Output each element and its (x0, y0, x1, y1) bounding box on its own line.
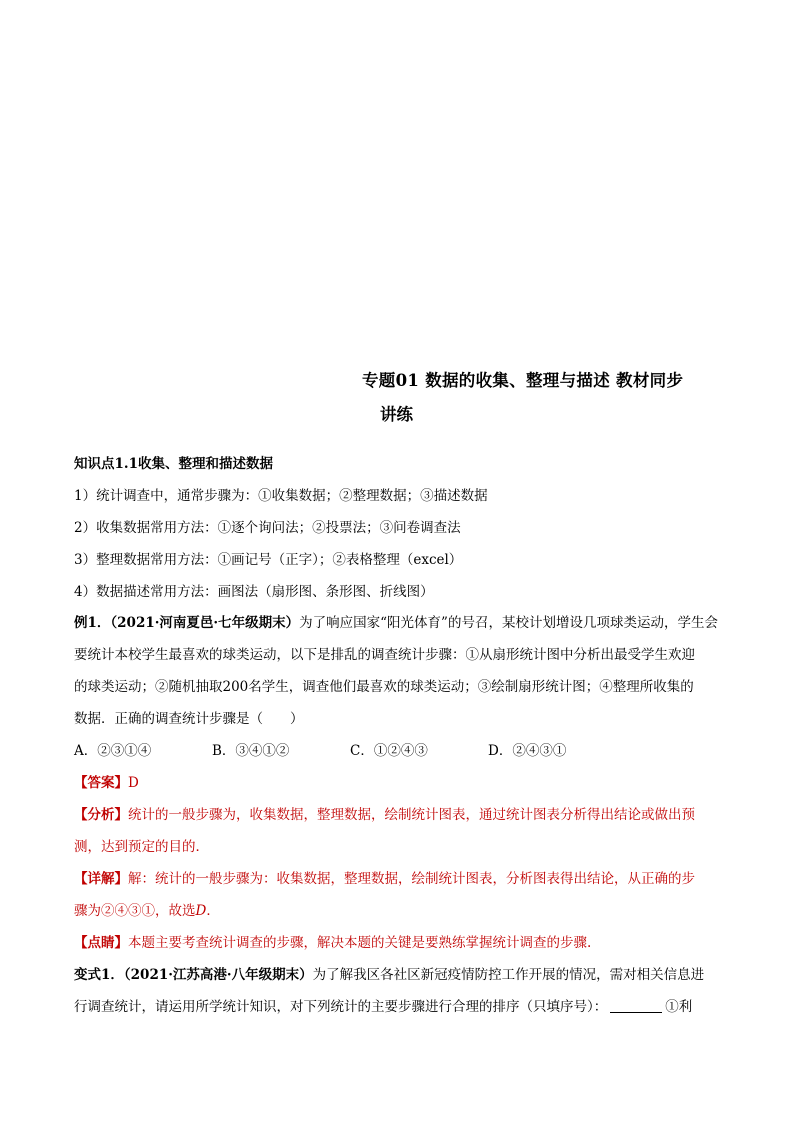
example-1-line: 要统计本校学生最喜欢的球类运动，以下是排乱的调查统计步骤：①从扇形统计图中分析出最受学生欢迎 (74, 647, 695, 663)
comment-text: 本题主要考查统计调查的步骤，解决本题的关键是要熟练掌握统计调查的步骤. (128, 935, 592, 951)
example-1-line: 的球类运动；②随机抽取200名学生，调查他们最喜欢的球类运动；③绘制扇形统计图；④整理所收集的 (74, 679, 694, 695)
answer-blank[interactable] (610, 998, 662, 1013)
example-1-line: 数据．正确的调查统计步骤是（ ） (74, 711, 304, 727)
option-a: A．②③①④ (74, 743, 152, 759)
example-1-source: （2021·河南夏邑·七年级期末） (110, 615, 300, 631)
example-1-options (74, 739, 626, 759)
variant-1-text: 为了解我区各社区新冠疫情防控工作开展的情况，需对相关信息进 (312, 967, 705, 983)
variant-1-text: 行调查统计，请运用所学统计知识，对下列统计的主要步骤进行合理的排序（只填序号）： (74, 999, 608, 1015)
example-1-line (74, 611, 718, 631)
detail-line (74, 899, 220, 919)
variant-1-label: 变式1． (74, 967, 124, 983)
knowledge-item: 2）收集数据常用方法：①逐个询问法；②投票法；③问卷调查法 (74, 520, 461, 536)
page-title: 专题01 数据的收集、整理与描述 教材同步 (362, 371, 684, 390)
option-d: D．②④③① (488, 743, 567, 759)
knowledge-item: 4）数据描述常用方法：画图法（扇形图、条形图、折线图） (74, 584, 434, 600)
page-title-continued: 讲练 (380, 405, 413, 424)
detail-tag: 【详解】 (74, 871, 128, 887)
analysis-tag: 【分析】 (74, 807, 128, 823)
analysis-text: 统计的一般步骤为，收集数据，整理数据，绘制统计图表，通过统计图表分析得出结论或做出预 (128, 807, 695, 823)
example-1-label: 例1． (74, 615, 111, 631)
variant-1-line (74, 995, 692, 1015)
knowledge-item: 3）整理数据常用方法：①画记号（正字）；②表格整理（excel） (74, 552, 463, 568)
example-1-text: 为了响应国家“阳光体育”的号召，某校计划增设几项球类运动，学生会 (299, 615, 718, 631)
answer-tag: 【答案】 (74, 775, 128, 791)
answer-text: D (128, 775, 139, 791)
comment-line (74, 931, 591, 951)
variant-1-source: （2021·江苏高港·八年级期末） (123, 967, 313, 983)
analysis-line (74, 803, 695, 823)
analysis-line: 测，达到预定的目的． (74, 839, 209, 855)
detail-line (74, 867, 695, 887)
answer-line (74, 771, 139, 791)
detail-text: 解：统计的一般步骤为：收集数据，整理数据，绘制统计图表，分析图表得出结论，从正确的步 (128, 871, 695, 887)
knowledge-heading: 知识点1.1收集、整理和描述数据 (74, 456, 273, 472)
knowledge-item: 1）统计调查中，通常步骤为：①收集数据；②整理数据；③描述数据 (74, 488, 488, 504)
variant-1-line (74, 963, 704, 983)
detail-answer-letter: D (195, 903, 207, 919)
detail-text: ． (206, 903, 220, 919)
comment-tag: 【点睛】 (74, 935, 128, 951)
option-b: B．③④①② (212, 743, 290, 759)
option-c: C．①②④③ (350, 743, 428, 759)
detail-text: 骤为②④③①，故选 (74, 903, 196, 919)
variant-1-text: ①利 (665, 999, 693, 1015)
